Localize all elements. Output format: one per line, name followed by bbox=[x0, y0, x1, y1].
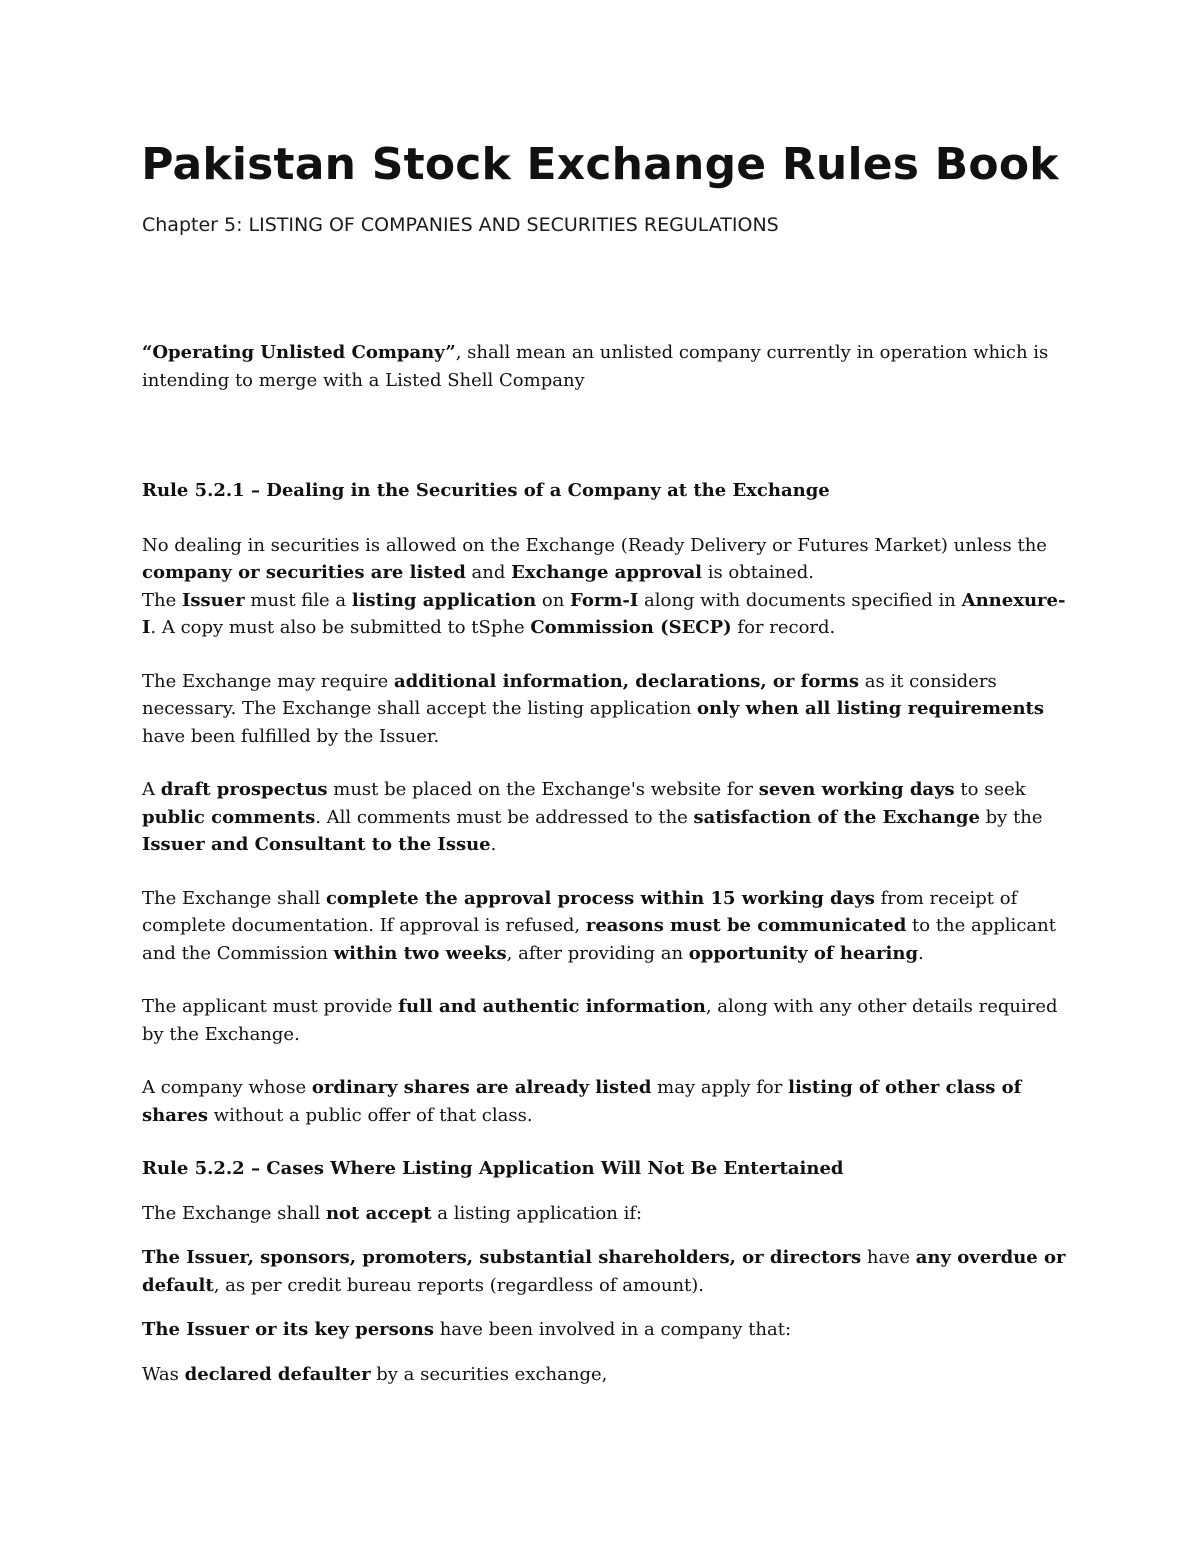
text-run: for record. bbox=[731, 617, 836, 638]
rule-5-2-1-paragraph-5 bbox=[142, 885, 1072, 968]
text-run: No dealing in securities is allowed on the Exchange (Ready Delivery or Futures Market) unless the bbox=[142, 534, 1047, 556]
text-run: The Exchange shall bbox=[142, 887, 326, 909]
bold-text: seven working days bbox=[758, 779, 955, 800]
bold-text: Annexure-I bbox=[142, 589, 1066, 638]
bold-text: listing application bbox=[351, 589, 537, 611]
text-run: as it considers necessary. The Exchange shall accept the listing application bbox=[142, 670, 997, 719]
bold-text: declared defaulter bbox=[184, 1363, 371, 1385]
bold-text: satisfaction of the Exchange bbox=[693, 806, 980, 828]
chapter-subtitle: Chapter 5: LISTING OF COMPANIES AND SECURITIES REGULATIONS bbox=[142, 214, 779, 236]
rule-5-2-1-paragraph-7 bbox=[142, 1074, 1072, 1129]
text-run: , after providing an bbox=[506, 942, 689, 964]
text-run: , shall mean an unlisted company currently in operation which is intending to merge with a Listed Shell Company bbox=[142, 342, 1049, 391]
text-run: must file a bbox=[244, 589, 352, 611]
text-run: to seek bbox=[954, 779, 1026, 800]
rule-5-2-2-heading: Rule 5.2.2 – Cases Where Listing Application Will Not Be Entertained bbox=[142, 1158, 844, 1179]
bold-text: The Issuer or its key persons bbox=[142, 1319, 435, 1340]
text-run: by the bbox=[979, 806, 1043, 828]
bold-text: Exchange approval bbox=[511, 562, 702, 583]
rule-5-2-2-paragraph-3 bbox=[142, 1316, 1072, 1344]
bold-text: The Issuer, sponsors, promoters, substantial shareholders, or directors bbox=[142, 1247, 862, 1268]
bold-text: complete the approval process within 15 working days bbox=[325, 887, 875, 909]
text-run: . All comments must be addressed to the bbox=[315, 806, 694, 828]
rule-5-2-1-paragraph-4 bbox=[142, 776, 1072, 859]
rule-5-2-1-paragraph-3 bbox=[142, 668, 1072, 751]
bold-text: Form-I bbox=[570, 589, 639, 611]
rule-5-2-2-paragraph-2 bbox=[142, 1244, 1072, 1299]
bold-text: company or securities are listed bbox=[142, 562, 466, 583]
bold-text: Issuer and Consultant to the Issue bbox=[142, 834, 491, 855]
text-run: have bbox=[861, 1247, 916, 1268]
definition-term: “Operating Unlisted Company” bbox=[142, 342, 456, 363]
text-run: must be placed on the Exchange's website for bbox=[327, 779, 759, 800]
bold-text: any overdue or default bbox=[142, 1247, 1066, 1296]
text-run: The Exchange may require bbox=[142, 670, 394, 692]
text-run: have been involved in a company that: bbox=[434, 1319, 792, 1340]
text-run: The applicant must provide bbox=[142, 996, 399, 1017]
text-run: is obtained. bbox=[701, 562, 814, 583]
text-run: A company whose bbox=[142, 1077, 312, 1098]
text-run: The bbox=[142, 589, 182, 611]
text-run: A bbox=[142, 779, 161, 800]
definition-paragraph bbox=[142, 339, 1072, 394]
document-title: Pakistan Stock Exchange Rules Book bbox=[141, 139, 1059, 190]
bold-text: full and authentic information bbox=[398, 996, 706, 1017]
bold-text: Commission (SECP) bbox=[530, 617, 732, 638]
document-body bbox=[142, 339, 1072, 1388]
text-run: a listing application if: bbox=[431, 1202, 643, 1224]
rule-5-2-1-paragraph-2 bbox=[142, 587, 1072, 642]
bold-text: draft prospectus bbox=[160, 779, 328, 800]
text-run: from receipt of complete documentation. If approval is refused, bbox=[142, 887, 1018, 936]
bold-text: not accept bbox=[325, 1202, 432, 1224]
rule-5-2-2-paragraph-4 bbox=[142, 1361, 1072, 1389]
text-run: Was bbox=[142, 1363, 185, 1385]
text-run: The Exchange shall bbox=[142, 1202, 326, 1224]
text-run: to the applicant and the Commission bbox=[142, 915, 1056, 964]
text-run: may apply for bbox=[651, 1077, 789, 1098]
text-run: , as per credit bureau reports (regardless of amount). bbox=[213, 1274, 705, 1296]
text-run: , along with any other details required by the Exchange. bbox=[142, 996, 1058, 1045]
bold-text: within two weeks bbox=[333, 942, 507, 964]
bold-text: additional information, declarations, or forms bbox=[393, 670, 860, 692]
text-run: and bbox=[465, 562, 512, 583]
text-run: by a securities exchange, bbox=[370, 1363, 608, 1385]
text-run: . A copy must also be submitted to tSphe bbox=[150, 617, 531, 638]
bold-text: reasons must be communicated bbox=[585, 915, 907, 936]
text-run: have been fulfilled by the Issuer. bbox=[142, 725, 440, 747]
rule-5-2-1-paragraph-1 bbox=[142, 532, 1072, 587]
bold-text: opportunity of hearing bbox=[688, 942, 919, 964]
bold-text: Issuer bbox=[181, 589, 245, 611]
bold-text: ordinary shares are already listed bbox=[311, 1077, 652, 1098]
rule-5-2-1-heading: Rule 5.2.1 – Dealing in the Securities of a Company at the Exchange bbox=[142, 480, 830, 501]
text-run: . bbox=[490, 834, 497, 855]
text-run: along with documents specified in bbox=[638, 589, 962, 611]
text-run: without a public offer of that class. bbox=[207, 1104, 533, 1126]
text-run: on bbox=[536, 589, 571, 611]
rule-5-2-2-paragraph-1 bbox=[142, 1200, 1072, 1228]
bold-text: only when all listing requirements bbox=[697, 698, 1044, 719]
bold-text: public comments bbox=[142, 806, 316, 828]
text-run: . bbox=[918, 942, 924, 964]
bold-text: listing of other class of shares bbox=[142, 1077, 1022, 1126]
rule-5-2-1-paragraph-6 bbox=[142, 993, 1072, 1048]
